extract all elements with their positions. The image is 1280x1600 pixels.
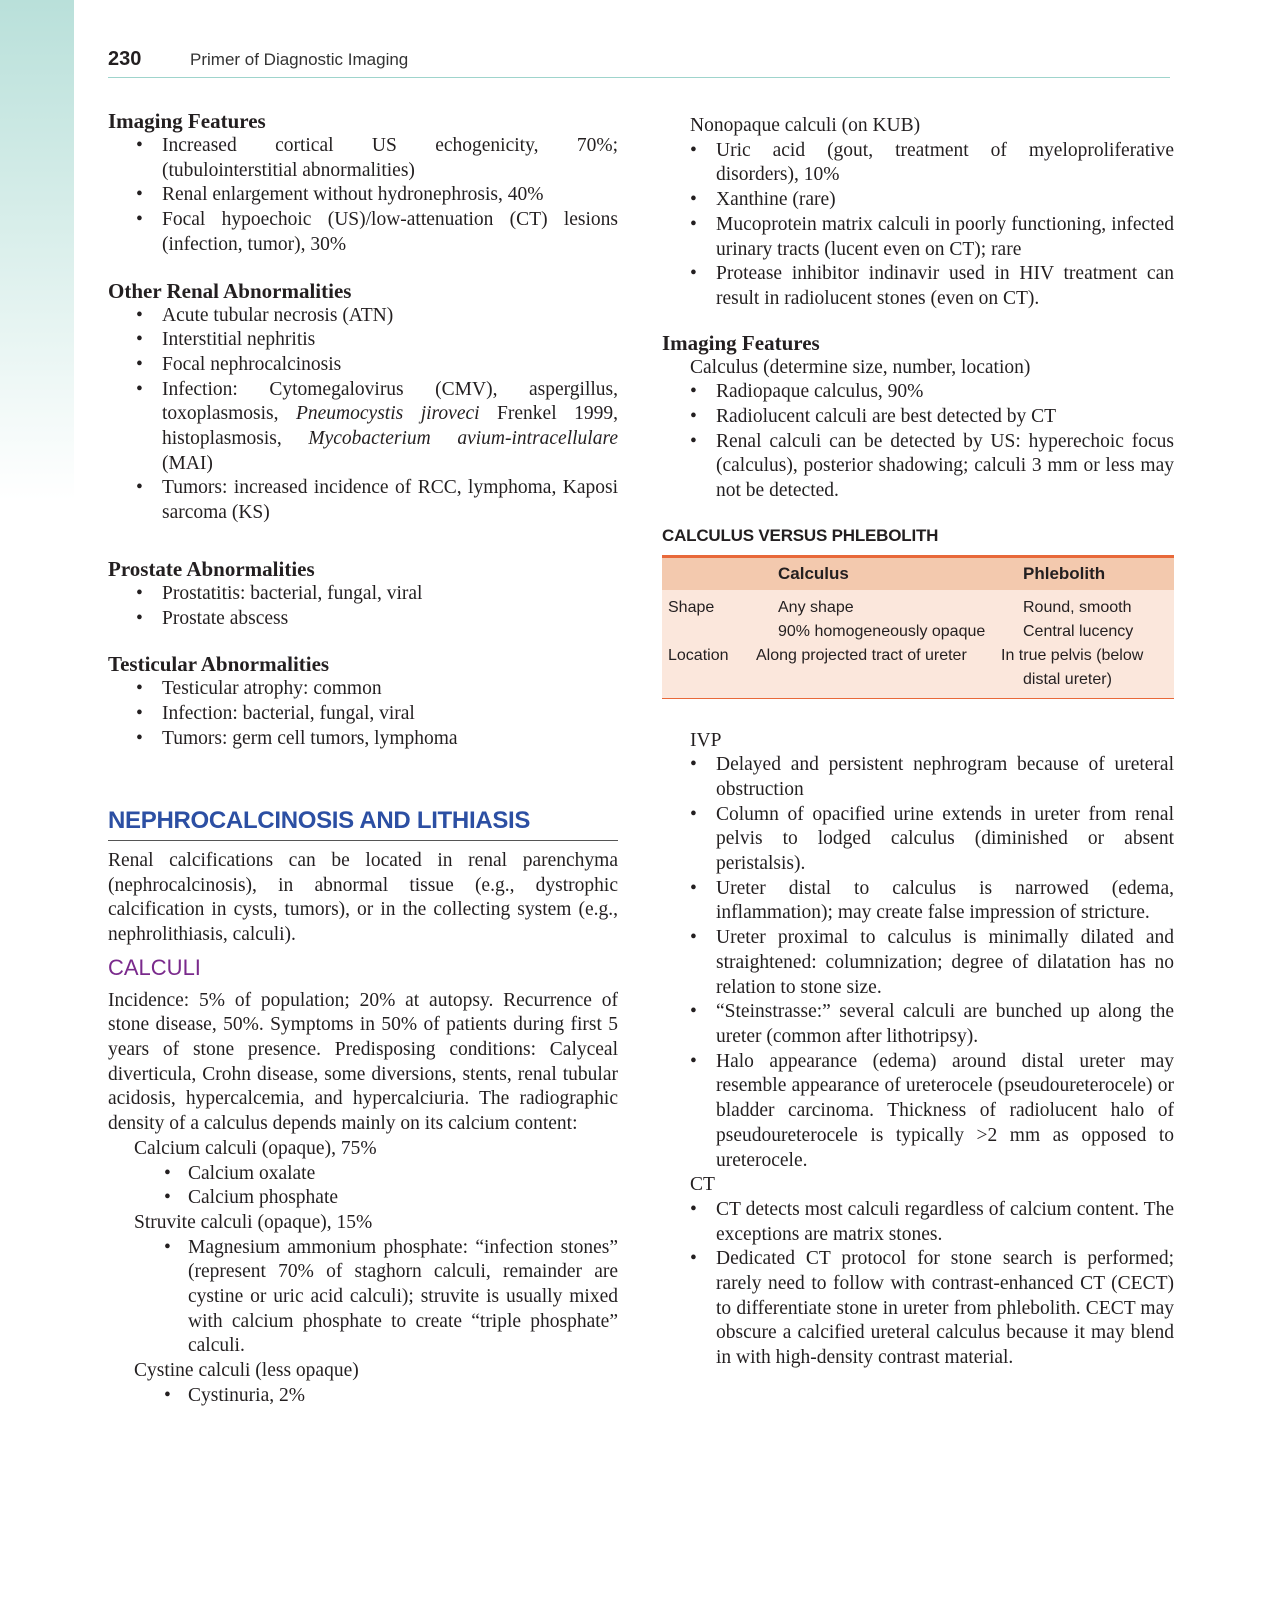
imaging-features-list (108, 134, 618, 258)
prostate-heading: Prostate Abnormalities (108, 556, 315, 581)
list-item: • Interstitial nephritis (108, 328, 618, 353)
list-item: • Magnesium ammonium phosphate: “infection stones” (represent 70% of staghorn calculi, remainder are cystine or uric acid calculi); struvite is usually mixed with calcium phosphate to create “triple phosphate” calculi. (108, 1236, 618, 1360)
nonopaque-list (662, 139, 1174, 312)
list-item: • Increased cortical US echogenicity, 70%; (tubulointerstitial abnormalities) (108, 134, 618, 183)
table-header-cell: Calculus (778, 563, 849, 583)
list-item: • Focal hypoechoic (US)/low-attenuation (CT) lesions (infection, tumor), 30% (108, 208, 618, 257)
list-item: • Focal nephrocalcinosis (108, 353, 618, 378)
table-cell: Shape (668, 598, 715, 616)
table-row (662, 620, 1174, 644)
struvite-list (108, 1236, 618, 1360)
text-span: Infection: Cytomegalovirus (CMV), aspergillus, toxoplasmosis, (162, 378, 618, 425)
calculus-label: Calculus (determine size, number, location) (690, 356, 1031, 378)
imaging-features-heading-right: Imaging Features (662, 330, 820, 355)
table-header-row (662, 556, 1174, 590)
ivp-label: IVP (690, 729, 722, 751)
list-item-infection (108, 378, 618, 477)
table-header-cell (662, 556, 772, 590)
italic-organism: Mycobacterium avium-intracellulare (308, 428, 618, 450)
cystine-label: Cystine calculi (less opaque) (134, 1360, 359, 1382)
list-item: • Protease inhibitor indinavir used in HIV treatment can result in radiolucent stones (even on CT). (662, 262, 1174, 311)
list-item: • Halo appearance (edema) around distal ureter may resemble appearance of ureterocele (pseudoureterocele) or bladder carcinoma. Thickness of radiolucent halo of pseudoureterocele is typically >2 mm as opposed to ureterocele. (662, 1050, 1174, 1174)
table-cell: Central lucency (1023, 622, 1134, 640)
struvite-label: Struvite calculi (opaque), 15% (134, 1211, 373, 1233)
table-cell: Round, smooth (1023, 598, 1132, 616)
list-item: • Mucoprotein matrix calculi in poorly functioning, infected urinary tracts (lucent even on CT); rare (662, 213, 1174, 262)
nonopaque-label: Nonopaque calculi (on KUB) (690, 115, 921, 136)
list-item: • Radiolucent calculi are best detected by CT (662, 405, 1174, 430)
section-title: NEPHROCALCINOSIS AND LITHIASIS (108, 809, 618, 841)
list-item: • CT detects most calculi regardless of calcium content. The exceptions are matrix stones. (662, 1198, 1174, 1247)
calculus-phlebolith-table (662, 555, 1174, 699)
incidence-paragraph: Incidence: 5% of population; 20% at autopsy. Recurrence of stone disease, 50%. Symptoms in 50% of patients during first 5 years of stone presence. Predisposing conditions: Calyceal diverticula, Crohn disease, some diversions, stents, renal tubular acidosis, hypercalcemia, and hypercalciuria. The radiographic density of a calculus depends mainly on its calcium content: (108, 989, 618, 1135)
list-item: • Tumors: increased incidence of RCC, lymphoma, Kaposi sarcoma (KS) (108, 476, 618, 525)
table-cell: In true pelvis (below distal ureter) (1017, 644, 1174, 699)
italic-organism: Pneumocystis jiroveci (295, 403, 480, 425)
table-row (662, 590, 1174, 620)
table-cell: Location (662, 644, 772, 699)
table-row (662, 644, 1174, 699)
list-item: • Prostatitis: bacterial, fungal, viral (108, 582, 618, 607)
list-item: • Acute tubular necrosis (ATN) (108, 304, 618, 329)
list-item: • Column of opacified urine extends in ureter from renal pelvis to lodged calculus (diminished or absent peristalsis). (662, 803, 1174, 877)
list-item: • Calcium oxalate (108, 1162, 618, 1187)
list-item: • Renal enlargement without hydronephrosis, 40% (108, 183, 618, 208)
testicular-list (108, 677, 618, 751)
other-renal-heading: Other Renal Abnormalities (108, 278, 352, 303)
list-item: • Renal calculi can be detected by US: hyperechoic focus (calculus), posterior shadowing; calculi 3 mm or less may not be detected. (662, 430, 1174, 504)
table-header-cell: Phlebolith (1023, 563, 1106, 583)
book-title: Primer of Diagnostic Imaging (190, 50, 409, 69)
running-header (108, 44, 1170, 78)
page-number: 230 (108, 48, 142, 70)
list-item: • Delayed and persistent nephrogram because of ureteral obstruction (662, 753, 1174, 802)
list-item: • Calcium phosphate (108, 1186, 618, 1211)
text-span: (MAI) (162, 452, 213, 474)
text-span: Frenkel 1999, histoplasmosis, (162, 403, 618, 450)
list-item: • Prostate abscess (108, 607, 618, 632)
list-item: • Ureter distal to calculus is narrowed (edema, inflammation); may create false impression of stricture. (662, 877, 1174, 926)
ivp-list (662, 753, 1174, 1173)
other-renal-list (108, 304, 618, 526)
list-item: • Dedicated CT protocol for stone search is performed; rarely need to follow with contrast-enhanced CT (CECT) to differentiate stone in ureter from phlebolith. CECT may obscure a calcified ureteral calculus because it may blend in with high-density contrast material. (662, 1247, 1174, 1371)
table-caption: CALCULUS VERSUS PHLEBOLITH (662, 525, 939, 545)
table-cell (662, 620, 772, 644)
table-cell: Any shape (778, 598, 854, 616)
table-cell: 90% homogeneously opaque (778, 622, 986, 640)
table-cell: Along projected tract of ureter (772, 644, 1017, 699)
left-column (108, 108, 618, 1409)
subsection-title: CALCULI (108, 954, 201, 980)
list-item: • Infection: bacterial, fungal, viral (108, 702, 618, 727)
imaging-features-heading: Imaging Features (108, 109, 266, 133)
list-item: • Xanthine (rare) (662, 188, 1174, 213)
list-item: • Ureter proximal to calculus is minimally dilated and straightened: columnization; degree of dilatation has no relation to stone size. (662, 926, 1174, 1000)
ct-list (662, 1198, 1174, 1371)
calcium-list (108, 1162, 618, 1211)
list-item: • Testicular atrophy: common (108, 677, 618, 702)
right-column (662, 114, 1174, 1371)
page-corner-tint (0, 0, 74, 500)
imaging-features-list-right (662, 380, 1174, 504)
intro-paragraph: Renal calcifications can be located in renal parenchyma (nephrocalcinosis), in abnormal tissue (e.g., dystrophic calcification in cysts, tumors), or in the collecting system (e.g., nephrolithiasis, calculi). (108, 850, 618, 946)
ct-label: CT (690, 1174, 715, 1196)
list-item: • Radiopaque calculus, 90% (662, 380, 1174, 405)
prostate-list (108, 582, 618, 631)
list-item: • Cystinuria, 2% (108, 1384, 618, 1409)
testicular-heading: Testicular Abnormalities (108, 652, 330, 677)
list-item: • Uric acid (gout, treatment of myeloproliferative disorders), 10% (662, 139, 1174, 188)
calcium-label: Calcium calculi (opaque), 75% (134, 1137, 377, 1159)
cystine-list (108, 1384, 618, 1409)
list-item: • Tumors: germ cell tumors, lymphoma (108, 727, 618, 752)
list-item: • “Steinstrasse:” several calculi are bunched up along the ureter (common after lithotripsy). (662, 1000, 1174, 1049)
